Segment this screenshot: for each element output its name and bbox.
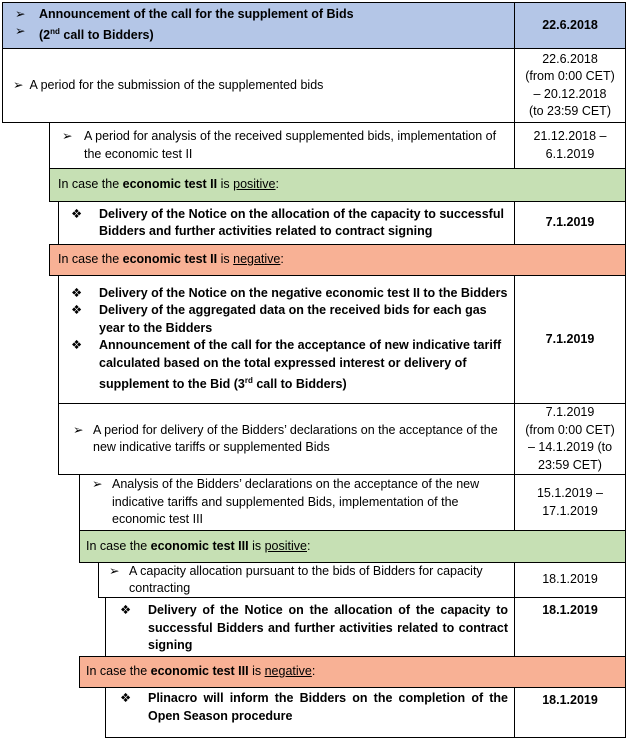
row-date: [514, 49, 625, 122]
superscript: nd: [50, 27, 60, 37]
arrow-bullet-icon: ➢: [62, 129, 73, 143]
diamond-bullet-icon: ❖: [71, 206, 83, 221]
date-line: 23:59 CET): [538, 457, 602, 472]
arrow-bullet-icon: ➢: [92, 477, 103, 492]
band-text-post: :: [275, 177, 279, 192]
row-description: [3, 49, 514, 122]
item-text: Analysis of the Bidders’ declarations on the acceptance of the new indicative tariffs and supplemented Bids, implementation of the economic test III: [112, 477, 480, 527]
row-date: [514, 123, 625, 168]
diamond-list: [65, 285, 508, 394]
item-text: Delivery of the Notice on the allocation of the capacity to successful Bidders and further activities related to contract signing: [148, 603, 508, 652]
row-analysis-period: [49, 122, 626, 169]
row-description: [3, 3, 514, 48]
arrow-bullet-icon: ➢: [109, 563, 120, 578]
row-analysis-declarations: [79, 474, 626, 531]
date-line: 6.1.2019: [545, 146, 595, 161]
row-description: [59, 276, 514, 403]
band-text-post: :: [280, 252, 284, 267]
arrow-bullet-icon: ➢: [15, 24, 26, 39]
item-text: Plinacro will inform the Bidders on the completion of the Open Season procedure: [148, 691, 508, 723]
row-completion-notice: [105, 687, 626, 738]
row-capacity-allocation: [98, 562, 626, 598]
item-text: call to Bidders): [59, 28, 154, 43]
item-text: Delivery of the Notice on the allocation of the capacity to successful Bidders and further activities related to contract signing: [99, 206, 504, 238]
row-announcement-call: [2, 2, 626, 49]
band-status: positive: [264, 538, 307, 553]
band-status: negative: [233, 252, 281, 267]
row-date: 18.1.2019: [514, 688, 625, 737]
diamond-list: [65, 206, 508, 241]
arrow-list: [56, 128, 508, 163]
row-description: [106, 598, 514, 656]
band-text-pre: In case the: [86, 538, 148, 553]
band-test-name: economic test III: [150, 538, 249, 553]
row-notice-allocation-iii: [105, 597, 626, 657]
diamond-list: [112, 602, 508, 655]
date-line: (from 0:00 CET): [525, 69, 615, 83]
band-economic-test-ii-positive: [49, 168, 626, 202]
list-item: [65, 206, 508, 241]
band-text-pre: In case the: [86, 664, 148, 679]
item-text: Delivery of the Notice on the negative economic test II to the Bidders: [99, 285, 508, 300]
row-negative-actions: [58, 275, 626, 404]
list-item: [65, 302, 508, 337]
band-economic-test-ii-negative: [49, 244, 626, 276]
item-text-part: Announcement of the call for the acceptance of new indicative tariff calculated based on the total expressed interest or delivery of supplement to the Bid (3: [99, 338, 502, 392]
band-text-post: :: [306, 538, 311, 553]
band-test-name: economic test II: [122, 252, 218, 267]
band-text-pre: In case the: [58, 177, 120, 192]
row-date: 7.1.2019: [514, 276, 625, 403]
superscript: rd: [244, 376, 253, 386]
row-description: [99, 563, 514, 597]
band-test-name: economic test III: [150, 664, 249, 679]
arrow-bullet-icon: ➢: [13, 77, 24, 92]
row-date: 18.1.2019: [514, 598, 625, 656]
band-text-mid: is: [220, 177, 230, 192]
date-line: (from 0:00 CET): [525, 422, 615, 437]
band-economic-test-iii-negative: [79, 656, 626, 688]
date-line: 15.1.2019 –: [536, 486, 604, 500]
list-item: [65, 285, 508, 303]
band-text: [80, 531, 625, 562]
band-status: negative: [264, 664, 312, 679]
item-text: A period for the submission of the supplemented bids: [29, 77, 324, 92]
band-text-mid: is: [252, 664, 262, 679]
arrow-list: [105, 563, 508, 598]
band-text-post: :: [311, 664, 316, 679]
date-line: (to 23:59 CET): [529, 104, 611, 118]
list-item: [86, 476, 508, 529]
date-line: 21.12.2018 –: [533, 129, 607, 143]
band-text: [80, 657, 625, 687]
arrow-list: [65, 422, 508, 457]
row-description: [59, 202, 514, 244]
item-text: Announcement of the call for the supplement of Bids: [39, 6, 354, 21]
diamond-bullet-icon: ❖: [120, 691, 132, 705]
item-text: Delivery of the aggregated data on the received bids for each gas year to the Bidders: [99, 303, 487, 335]
date-line: – 14.1.2019 (to: [527, 440, 613, 454]
list-item: [65, 337, 508, 394]
date-line: 17.1.2019: [542, 503, 598, 518]
arrow-bullet-icon: ➢: [15, 6, 26, 21]
band-text-pre: In case the: [58, 252, 120, 267]
list-item: [9, 6, 508, 24]
list-item: [112, 602, 508, 655]
list-item: [112, 690, 508, 725]
list-item: [9, 23, 508, 45]
date-line: 22.6.2018: [542, 51, 598, 66]
row-date: 22.6.2018: [514, 3, 625, 48]
diamond-bullet-icon: ❖: [71, 338, 83, 353]
item-text: A period for analysis of the received supplemented bids, implementation of the economic test II: [84, 129, 497, 161]
arrow-list: [9, 6, 508, 45]
date-line: 7.1.2019: [545, 405, 595, 419]
row-date: 18.1.2019: [514, 563, 625, 597]
diamond-list: [112, 690, 508, 725]
band-text: [50, 245, 625, 275]
item-text: (2: [39, 28, 51, 43]
band-economic-test-iii-positive: [79, 530, 626, 563]
row-declaration-period: [58, 403, 626, 475]
diamond-bullet-icon: ❖: [71, 285, 83, 300]
row-submission-period: [2, 48, 626, 123]
row-date: 7.1.2019: [514, 202, 625, 244]
arrow-bullet-icon: ➢: [73, 422, 84, 437]
item-text: A capacity allocation pursuant to the bids of Bidders for capacity contracting: [129, 563, 483, 595]
row-description: [59, 404, 514, 474]
band-text: [50, 169, 625, 201]
item-text: [95, 337, 508, 394]
band-text-mid: is: [220, 252, 230, 267]
band-status: positive: [233, 177, 276, 192]
list-item: [65, 422, 508, 457]
band-text-mid: is: [252, 538, 262, 553]
row-description: [106, 688, 514, 737]
item-text: A period for delivery of the Bidders’ declarations on the acceptance of the new indicative tariffs or supplemented Bids: [93, 422, 498, 454]
row-date: [514, 475, 625, 530]
row-notice-allocation: [58, 201, 626, 245]
band-test-name: economic test II: [122, 177, 218, 192]
diamond-bullet-icon: ❖: [71, 303, 83, 318]
row-description: [80, 475, 514, 530]
arrow-list: [86, 476, 508, 529]
date-line: – 20.12.2018: [533, 86, 607, 101]
list-item: [105, 563, 508, 598]
row-description: [50, 123, 514, 168]
list-item: [56, 128, 508, 163]
row-date: [514, 404, 625, 474]
item-text-part: call to Bidders): [252, 377, 347, 392]
diamond-bullet-icon: ❖: [120, 603, 132, 617]
